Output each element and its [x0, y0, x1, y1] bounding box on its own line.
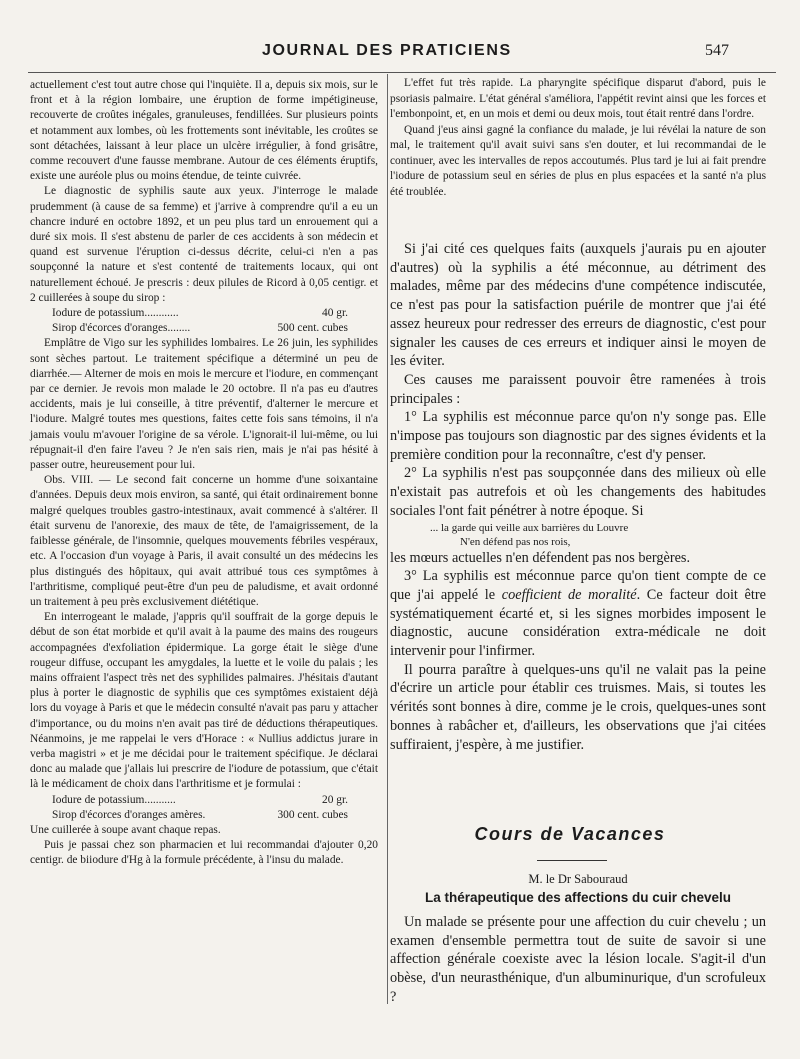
- paragraph: Puis je passai chez son pharmacien et lui recommandai d'ajouter 0,20 centigr. de biiodure d'Hg à la formule précédente, à l'insu du malade.: [30, 839, 378, 867]
- paragraph: [390, 567, 766, 661]
- text-run: . Ce facteur doit être systématiquement écarté et, si les signes morbides imposent le diagnostic, aucune considération extra-médicale ne doit intervenir pour l'infirmer.: [390, 586, 766, 660]
- paragraph: Le diagnostic de syphilis saute aux yeux. J'interroge le malade prudemment (à cause de sa femme) et j'arrive à comprendre qu'il a eu un chancre induré en octobre 1892, et un peu plus tard un enrouement qui a duré six mois. Il s'est abstenu de parler de ces accidents à son médecin et quand est survenue l'éruption ci-dessus décrite, celui-ci n'en a pas soupçonné la nature et s'est contenté de traitements locaux, qui ont naturellement échoué. Je prescris : deux pilules de Ricord à 0,05 centigr. et 2 cuillerées à soupe du sirop :: [30, 185, 378, 304]
- paragraph: En interrogeant le malade, j'appris qu'il souffrait de la gorge depuis le début de son état morbide et qu'il avait à la paume des mains des rougeurs accompagnées d'exfoliation épidermique. La gorge était le siège d'une rougeur diffuse, occupant les amygdales, la luette et le voile du palais ; les mains offraient l'aspect très net des syphilides palmaires. J'hésitais d'autant plus à porter le diagnostic de syphilis que ces symptômes existaient déjà lors du voyage à Paris et que le médecin consulté n'avait pas paru y attacher d'importance, ou du moins n'en avait pas tiré de déductions thérapeutiques. Néanmoins, je me rappelai le vers d'Horace : « Nullius addictus jurare in verba magistri » et je me décidai pour le traitement spécifique. Je déclarai donc au malade que j'allais lui prescrire de l'iodure de potassium, que c'était là le médicament de choix dans l'arthritisme et je formulai :: [30, 611, 378, 791]
- section-rule: [537, 860, 607, 861]
- quote-line: N'en défend pas nos rois,: [460, 535, 571, 548]
- prescription-line: [30, 808, 378, 823]
- author-line: M. le Dr Sabouraud: [528, 872, 628, 886]
- prescription-line: [30, 321, 378, 336]
- page-header: [0, 42, 800, 64]
- page-number: 547: [705, 42, 729, 59]
- paragraph: Une cuillerée à soupe avant chaque repas.: [30, 823, 221, 836]
- right-column-bottom: [390, 913, 766, 1007]
- prescription-line: [30, 306, 378, 321]
- section-title: Cours de Vacances: [474, 824, 666, 844]
- paragraph: les mœurs actuelles n'en défendent pas nos bergères.: [390, 549, 691, 566]
- quote-line: ... la garde qui veille aux barrières du Louvre: [430, 521, 629, 534]
- column-divider: [387, 74, 388, 1004]
- rx-item: Sirop d'écorces d'oranges........: [52, 322, 191, 335]
- left-column: [30, 78, 378, 869]
- rx-item: Sirop d'écorces d'oranges amères.: [52, 808, 206, 821]
- rx-quantity: 300 cent. cubes: [277, 808, 348, 821]
- right-column-main: [390, 240, 766, 754]
- right-column-top: [390, 76, 766, 200]
- paragraph: Si j'ai cité ces quelques faits (auxquels j'aurais pu en ajouter d'autres) où la syphilis a été méconnue, au détriment des malades, même par des médecins d'une compétence indiscutée, ce n'est pas pour la satisfaction puérile de montrer que j'ai été assez heureux pour redresser des erreurs de diagnostic, c'est pour signaler les causes de ces erreurs et indiquer ainsi le moyen de les éviter.: [390, 241, 766, 370]
- rx-quantity: 40 gr.: [322, 307, 348, 320]
- rx-item: Iodure de potassium...........: [52, 793, 176, 806]
- verse-quote: [390, 521, 766, 549]
- paragraph: 1° La syphilis est méconnue parce qu'on n'y songe pas. Elle n'impose pas toujours son diagnostic par des signes évidents et la première condition pour la reconnaître, c'est d'y penser.: [390, 409, 766, 463]
- journal-title: JOURNAL DES PRATICIENS: [262, 42, 512, 59]
- rx-quantity: 500 cent. cubes: [277, 322, 348, 335]
- paragraph: actuellement c'est tout autre chose qui l'inquiète. Il a, depuis six mois, sur le front et à la région lombaire, une éruption de forme impétigineuse, recouverte de croûtes inégales, granuleuses, fendillées. Sur plusieurs points et notamment aux lombes, où les frottements sont inévitable, les croûtes se sont détachées, laissant à leur place un ulcère irrégulier, à fond grisâtre, comme recouvert d'une fausse membrane. Autour de ces éléments éruptifs, existe une auréole plus ou moins étendue, de teinte cuivrée.: [30, 79, 378, 183]
- prescription-line: [30, 793, 378, 808]
- paragraph: L'effet fut très rapide. La pharyngite spécifique disparut d'abord, puis le psoriasis palmaire. L'état général s'améliora, l'appétit revint ainsi que les forces et l'embonpoint, et, en un mois et demi ou deux mois, tout était rentré dans l'ordre.: [390, 77, 766, 120]
- paragraph: 2° La syphilis n'est pas soupçonnée dans des milieux où elle n'existait pas autrefois et où les changements des habitudes sociales l'ont fait pénétrer à notre époque. Si: [390, 465, 766, 519]
- paragraph: Emplâtre de Vigo sur les syphilides lombaires. Le 26 juin, les syphilides sont sèches partout. Le traitement spécifique a déterminé un peu de diarrhée.— Alterner de mois en mois le mercure et l'iodure, en commençant par ce dernier. Je revois mon malade le 20 octobre. Il n'a pas eu d'autres accidents, mais je lui conseille, à titre préventif, d'alterner le mercure et l'iodure. Malgré toutes mes questions, faites cette fois sans témoins, il n'a jamais voulu m'avouer l'origine de sa vérole. L'ignorait-il lui-même, ou lui répugnait-il d'en faire l'aveu ? Je n'en sais rien, mais je n'ai pas hésité à passer outre, heureusement pour lui.: [30, 337, 378, 472]
- paragraph: Un malade se présente pour une affection du cuir chevelu ; un examen d'ensemble permettra tout de suite de savoir si une affection générale coexiste avec la lésion locale. S'agit-il d'un obèse, d'un neurasthénique, d'un albuminurique, d'un scrofuleux ?: [390, 914, 766, 1005]
- paragraph: Obs. VIII. — Le second fait concerne un homme d'une soixantaine d'années. Depuis deux mois environ, sa santé, qui était ordinairement bonne malgré quelques troubles gastro-intestinaux, avait commencé à s'altérer. Il était survenu de l'anorexie, des maux de tête, de l'amaigrissement, de la faiblesse générale, de l'insomnie, quelques mouvements fébriles vespéraux, etc. A l'occasion d'un voyage à Paris, il avait consulté un des médecins les plus distingués des hôpitaux, qui avait attribué tous ces symptômes à l'arthritisme, compliqué peut-être d'un peu de paludisme, et avait ordonné un traitement à peu près exclusivement diététique.: [30, 474, 378, 608]
- paragraph: Il pourra paraître à quelques-uns qu'il ne valait pas la peine d'écrire un article pour établir ces truismes. Mais, si toutes les vérités sont bonnes à dire, comme je le crois, quelques-unes sont bonnes à rabâcher et, d'ailleurs, les observations que j'ai citées suffiraient, j'espère, à me justifier.: [390, 661, 766, 753]
- rx-quantity: 20 gr.: [322, 793, 348, 806]
- italic-term: coefficient de moralité: [501, 586, 637, 603]
- header-rule: [28, 72, 776, 73]
- article-title: La thérapeutique des affections du cuir chevelu: [424, 890, 732, 905]
- paragraph: Ces causes me paraissent pouvoir être ramenées à trois principales :: [390, 371, 766, 407]
- text-run: 3° La syphilis est méconnue parce qu'on tient compte de ce que j'ai appelé le: [390, 568, 766, 603]
- paragraph: Quand j'eus ainsi gagné la confiance du malade, je lui révélai la nature de son mal, le traitement qu'il avait suivi sans s'en douter, et lui recommandai de le continuer, avec les intervalles de repos accoutumés. Plus tard je lui ai fait prendre l'iodure de potassium seul en séries de plus en plus espacées et la santé n'a plus été troublée.: [390, 123, 766, 198]
- rx-item: Iodure de potassium............: [52, 307, 179, 320]
